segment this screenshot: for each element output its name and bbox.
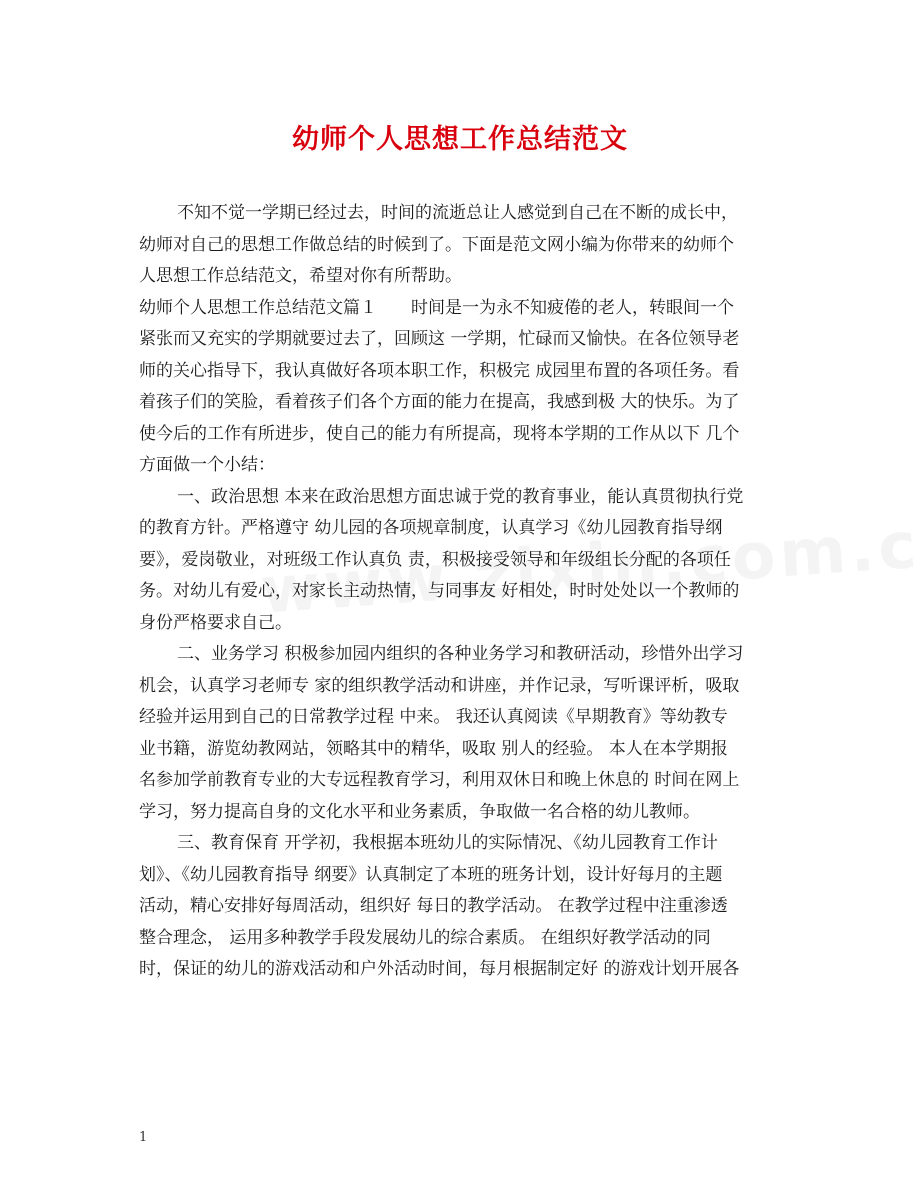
text-line: 经验并运用到自己的日常教学过程 中来。 我还认真阅读《早期教育》等幼教专 [139,707,728,727]
text-line: 师的关心指导下，我认真做好各项本职工作，积极完 成园里布置的各项任务。看 [139,360,740,381]
text-line: 不知不觉一学期已经过去，时间的流逝总让人感觉到自己在不断的成长中， [177,203,738,223]
text-line: 身份严格要求自己。 [139,612,292,633]
text-line: 机会，认真学习老师专 家的组织教学活动和讲座，并作记录，写听课评析，吸取 [139,675,740,696]
text-line: 时，保证的幼儿的游戏活动和户外活动时间，每月根据制定好 的游戏计划开展各 [139,959,740,979]
text-line: 人思想工作总结范文，希望对你有所帮助。 [139,266,462,286]
text-line: 二、业务学习 积极参加园内组织的各种业务学习和教研活动，珍惜外出学习 [177,644,744,664]
text-line: 使今后的工作有所进步，使自己的能力有所提高，现将本学期的工作从以下 几个 [139,423,740,444]
text-line: 业书籍，游览幼教网站，领略其中的精华，吸取 别人的经验。 本人在本学期报 [139,738,728,759]
text-line: 方面做一个小结： [139,455,275,475]
text-line: 名参加学前教育专业的大专远程教育学习，利用双休日和晚上休息的 时间在网上 [139,770,740,790]
text-line: 幼师对自己的思想工作做总结的时候到了。下面是范文网小编为你带来的幼师个 [139,234,734,255]
text-line: 着孩子们的笑脸，看着孩子们各个方面的能力在提高，我感到极 大的快乐。为了 [139,392,740,412]
text-line: 务。对幼儿有爱心，对家长主动热情，与同事友 好相处，时时处处以一个教师的 [139,581,740,601]
text-line: 活动，精心安排好每周活动，组织好 每日的教学活动。 在教学过程中注重渗透 [139,896,728,916]
text-line: 的教育方针。严格遵守 幼儿园的各项规章制度，认真学习《幼儿园教育指导纲 [139,518,723,538]
text-line: 整合理念， 运用多种教学手段发展幼儿的综合素质。 在组织好教学活动的同 [139,927,711,948]
text-line: 划》、《幼儿园教育指导 纲要》认真制定了本班的班务计划，设计好每月的主题 [139,864,723,885]
text-line: 三、教育保育 开学初，我根据本班幼儿的实际情况、《幼儿园教育工作计 [177,833,718,853]
document-title: 幼师个人思想工作总结范文 [292,124,628,155]
page-number: 1 [139,1130,148,1145]
text-line: 一、政治思想 本来在政治思想方面忠诚于党的教育事业，能认真贯彻执行党 [177,486,744,507]
text-line: 学习，努力提高自身的文化水平和业务素质，争取做一名合格的幼儿教师。 [139,801,700,822]
text-line: 要》，爱岗敬业，对班级工作认真负 责，积极接受领导和年级组长分配的各项任 [139,549,731,570]
text-line: 幼师个人思想工作总结范文篇１ 时间是一为永不知疲倦的老人，转眼间一个 [139,297,734,318]
document-body [139,198,782,986]
text-line: 紧张而又充实的学期就要过去了，回顾这 一学期，忙碌而又愉快。在各位领导老 [139,329,740,349]
